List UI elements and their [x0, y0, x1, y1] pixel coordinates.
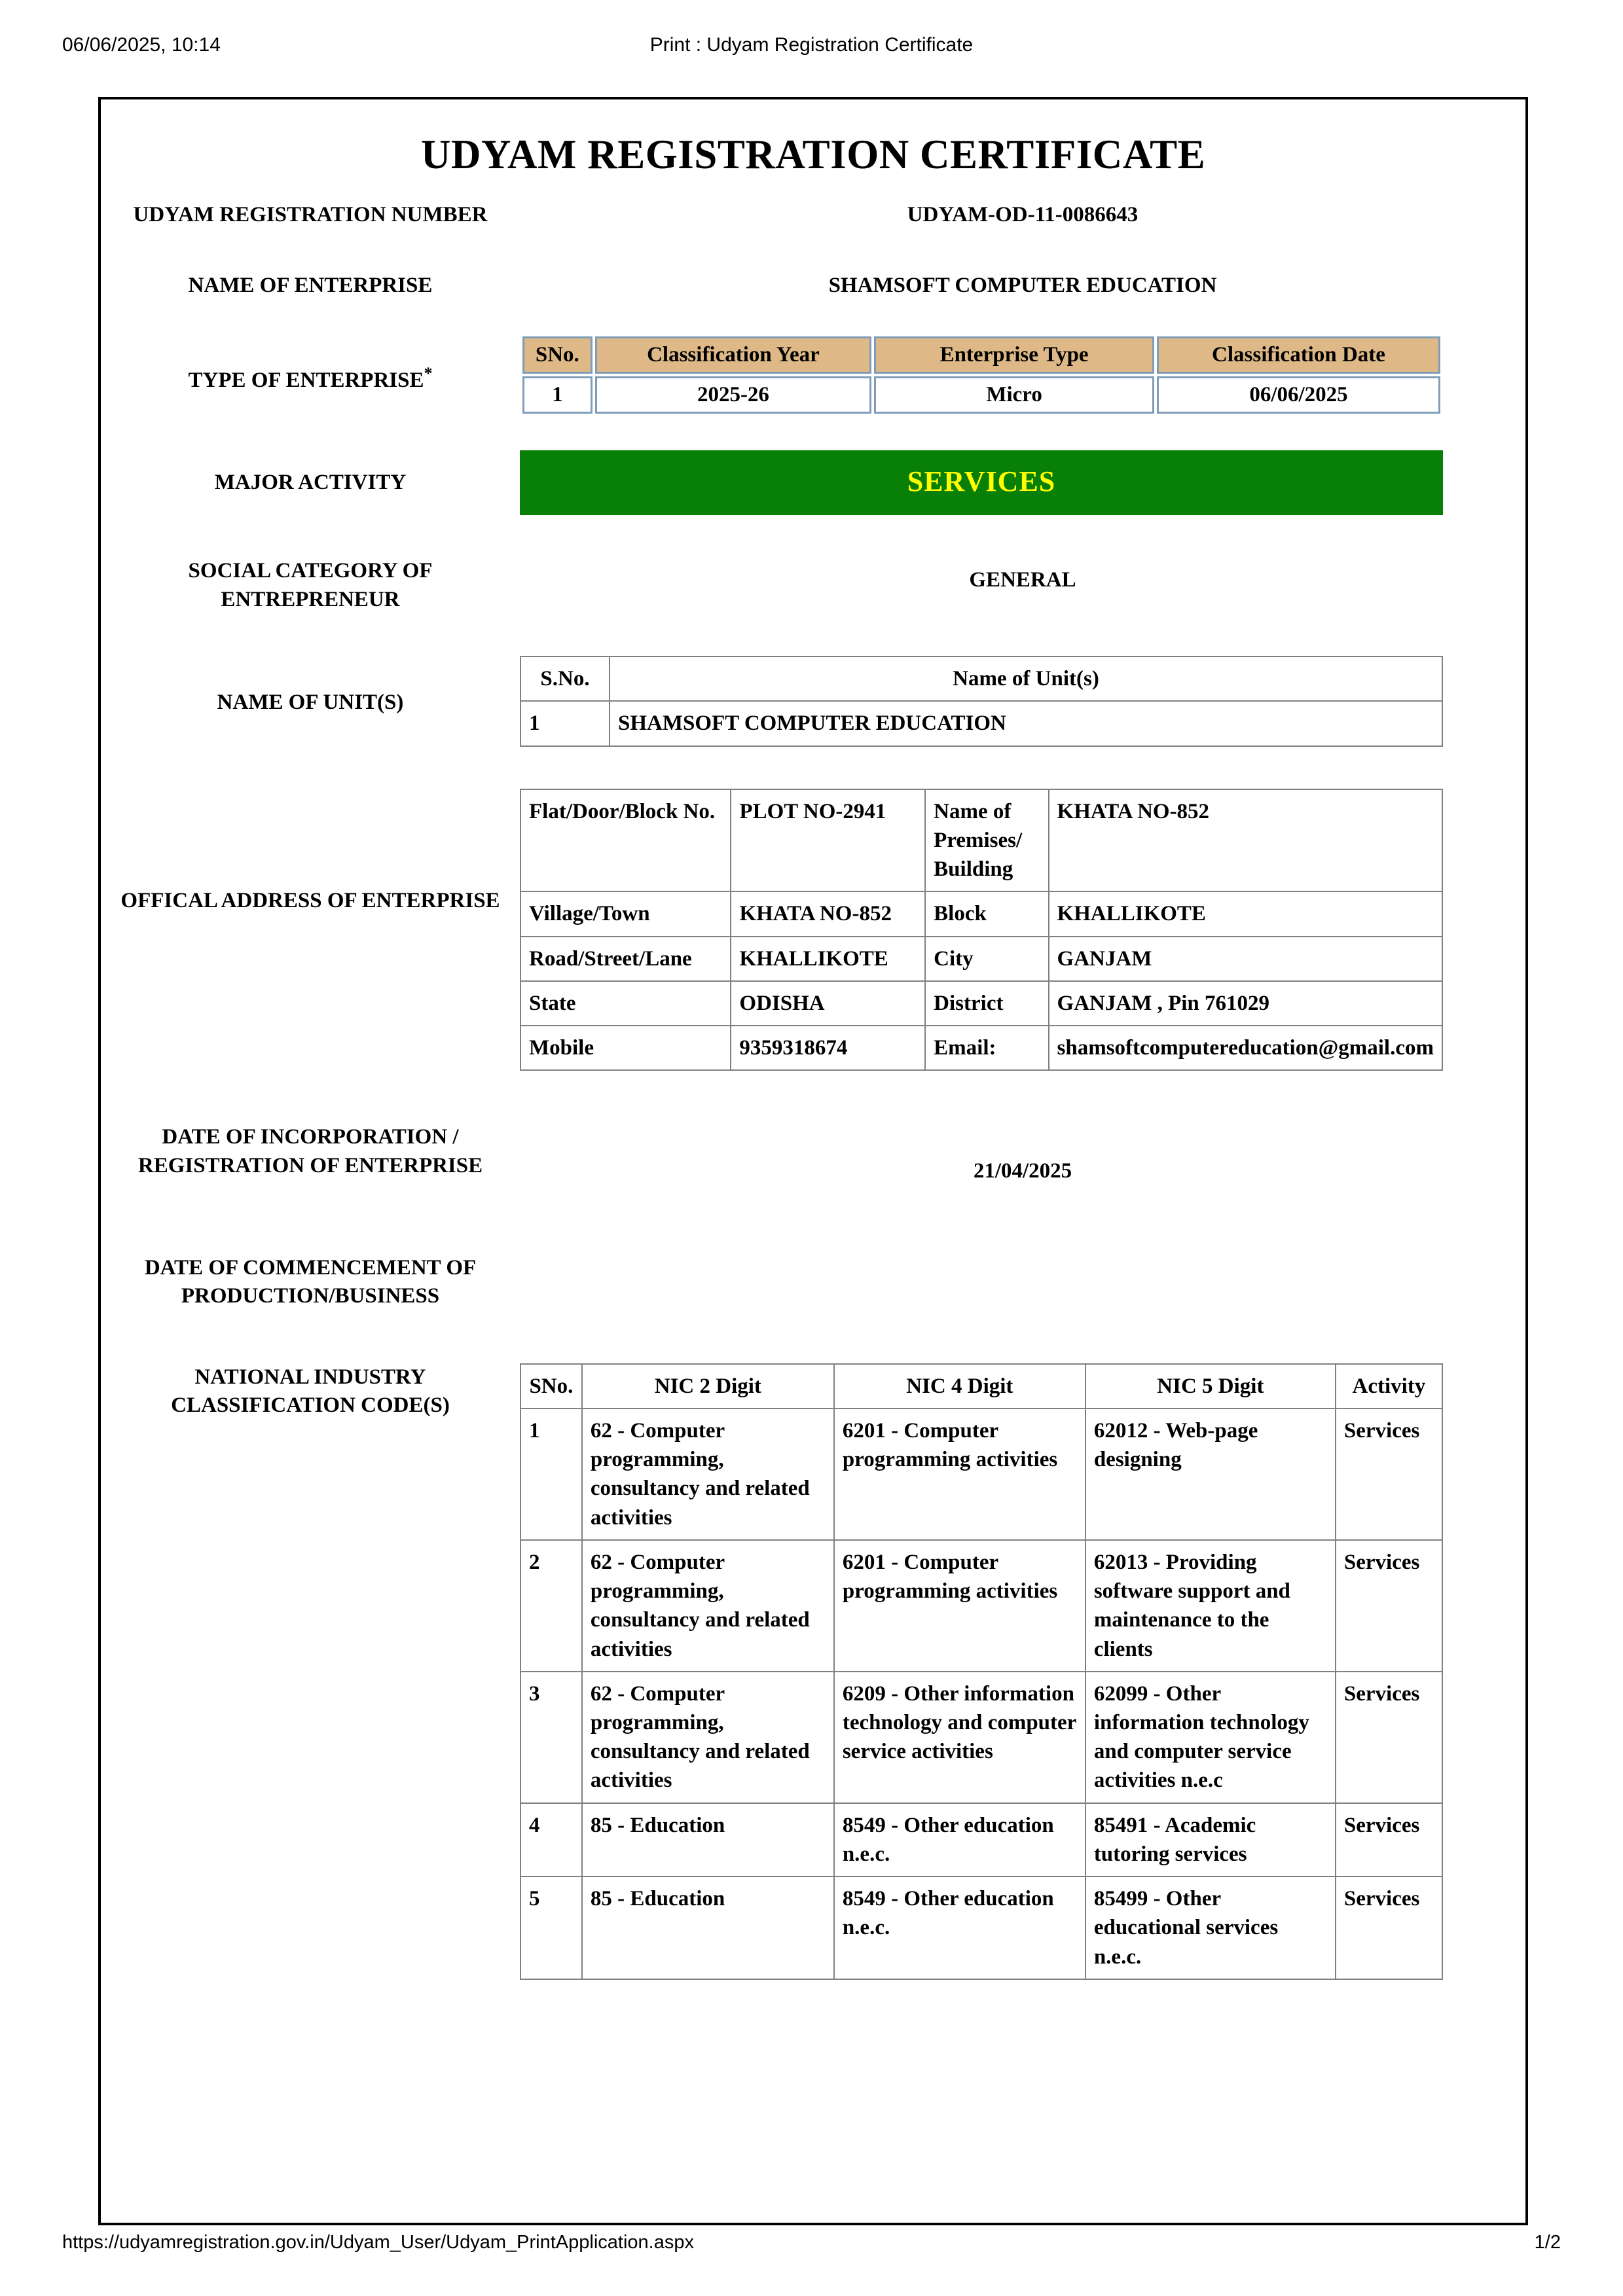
cell-address-value-mobile: 9359318674 — [731, 1026, 925, 1070]
browser-print-footer — [0, 2232, 1623, 2258]
table-row — [520, 1540, 1442, 1672]
value-name-of-enterprise: SHAMSOFT COMPUTER EDUCATION — [828, 273, 1217, 297]
cell-sno: 1 — [520, 701, 610, 745]
cell-address-key-state: State — [520, 981, 731, 1026]
table-row — [522, 376, 1440, 414]
table-row — [520, 1408, 1442, 1540]
label-date-of-incorporation: DATE OF INCORPORATION / REGISTRATION OF ENTERPRISE — [137, 1125, 483, 1177]
row-registration-number — [101, 201, 1525, 230]
cell-nic-4-digit: 8549 - Other education n.e.c. — [834, 1876, 1085, 1979]
table-row — [520, 1803, 1442, 1876]
print-footer-page-number: 1/2 — [1534, 2232, 1561, 2253]
nic-table — [520, 1363, 1443, 1980]
value-social-category: GENERAL — [969, 568, 1076, 592]
label-major-activity: MAJOR ACTIVITY — [214, 471, 407, 495]
cell-unit-name: SHAMSOFT COMPUTER EDUCATION — [610, 701, 1442, 745]
cell-address-value-flat-door-block: PLOT NO-2941 — [731, 789, 925, 892]
table-row — [520, 1672, 1442, 1803]
cell-classification-year: 2025-26 — [595, 376, 872, 414]
cell-sno: 1 — [520, 1408, 582, 1540]
cell-enterprise-type: Micro — [874, 376, 1154, 414]
col-header-classification-year: Classification Year — [595, 336, 872, 374]
col-header-nic-4-digit: NIC 4 Digit — [834, 1364, 1085, 1408]
print-footer-url: https://udyamregistration.gov.in/Udyam_User/Udyam_PrintApplication.aspx — [62, 2232, 694, 2253]
cell-nic-2-digit: 62 - Computer programming, consultancy and related activities — [582, 1540, 834, 1672]
value-registration-number: UDYAM-OD-11-0086643 — [907, 203, 1139, 226]
cell-nic-2-digit: 62 - Computer programming, consultancy and related activities — [582, 1408, 834, 1540]
label-type-of-enterprise-text: TYPE OF ENTERPRISE — [188, 368, 424, 393]
cell-nic-4-digit: 6201 - Computer programming activities — [834, 1408, 1085, 1540]
label-type-of-enterprise-asterisk: * — [424, 364, 433, 384]
cell-nic-5-digit: 85491 - Academic tutoring services — [1085, 1803, 1336, 1876]
label-name-of-enterprise: NAME OF ENTERPRISE — [188, 273, 433, 297]
cell-address-value-village-town: KHATA NO-852 — [731, 891, 925, 936]
cell-activity: Services — [1336, 1540, 1442, 1672]
cell-sno: 3 — [520, 1672, 582, 1803]
print-header-datetime: 06/06/2025, 10:14 — [62, 34, 221, 56]
nic-table-container — [520, 1363, 1525, 1980]
row-date-of-commencement — [101, 1254, 1525, 1311]
col-header-activity: Activity — [1336, 1364, 1442, 1408]
cell-activity: Services — [1336, 1803, 1442, 1876]
cell-nic-5-digit: 62099 - Other information technology and computer service activities n.e.c — [1085, 1672, 1336, 1803]
row-social-category — [101, 557, 1525, 614]
row-type-of-enterprise — [101, 334, 1525, 416]
certificate-page — [98, 97, 1528, 2225]
cell-address-value-district: GANJAM , Pin 761029 — [1049, 981, 1442, 1026]
cell-activity: Services — [1336, 1408, 1442, 1540]
cell-address-value-state: ODISHA — [731, 981, 925, 1026]
classification-table — [520, 334, 1443, 416]
cell-nic-4-digit: 6209 - Other information technology and computer service activities — [834, 1672, 1085, 1803]
print-header-title: Print : Udyam Registration Certificate — [649, 34, 974, 56]
value-date-of-incorporation: 21/04/2025 — [973, 1159, 1072, 1183]
cell-address-key-village-town: Village/Town — [520, 891, 731, 936]
address-table-container — [520, 789, 1525, 1071]
cell-address-value-city: GANJAM — [1049, 937, 1442, 981]
cell-nic-5-digit: 62012 - Web-page designing — [1085, 1408, 1336, 1540]
table-row — [520, 937, 1442, 981]
cell-activity: Services — [1336, 1876, 1442, 1979]
row-official-address — [101, 789, 1525, 1071]
cell-sno: 2 — [520, 1540, 582, 1672]
table-row — [520, 891, 1442, 936]
cell-address-value-email: shamsoftcomputereducation@gmail.com — [1049, 1026, 1442, 1070]
table-header-row — [520, 656, 1442, 701]
address-table — [520, 789, 1443, 1071]
col-header-enterprise-type: Enterprise Type — [874, 336, 1154, 374]
cell-address-key-mobile: Mobile — [520, 1026, 731, 1070]
cell-nic-5-digit: 85499 - Other educational services n.e.c. — [1085, 1876, 1336, 1979]
page-title: UDYAM REGISTRATION CERTIFICATE — [420, 132, 1206, 177]
cell-address-key-road-street-lane: Road/Street/Lane — [520, 937, 731, 981]
label-registration-number: UDYAM REGISTRATION NUMBER — [133, 203, 488, 226]
table-row — [520, 1026, 1442, 1070]
cell-nic-2-digit: 85 - Education — [582, 1876, 834, 1979]
cell-address-value-block: KHALLIKOTE — [1049, 891, 1442, 936]
label-name-of-units: NAME OF UNIT(S) — [217, 691, 404, 715]
row-major-activity — [101, 450, 1525, 515]
col-header-nic-2-digit: NIC 2 Digit — [582, 1364, 834, 1408]
cell-address-key-district: District — [925, 981, 1048, 1026]
cell-sno: 1 — [522, 376, 593, 414]
cell-sno: 4 — [520, 1803, 582, 1876]
table-row — [520, 789, 1442, 892]
row-name-of-units — [101, 656, 1525, 746]
table-header-row — [520, 1364, 1442, 1408]
table-row — [520, 981, 1442, 1026]
col-header-sno: SNo. — [520, 1364, 582, 1408]
units-table-container — [520, 656, 1525, 746]
label-type-of-enterprise — [101, 334, 520, 395]
cell-sno: 5 — [520, 1876, 582, 1979]
cell-address-key-block: Block — [925, 891, 1048, 936]
col-header-classification-date: Classification Date — [1157, 336, 1440, 374]
row-date-of-incorporation — [101, 1123, 1525, 1186]
cell-address-key-premises-building: Name of Premises/ Building — [925, 789, 1048, 892]
label-date-of-commencement: DATE OF COMMENCEMENT OF PRODUCTION/BUSINESS — [144, 1255, 477, 1308]
cell-address-value-premises-building: KHATA NO-852 — [1049, 789, 1442, 892]
cell-address-value-road-street-lane: KHALLIKOTE — [731, 937, 925, 981]
col-header-sno: S.No. — [520, 656, 610, 701]
browser-print-header — [0, 34, 1623, 60]
cell-address-key-city: City — [925, 937, 1048, 981]
cell-address-key-email: Email: — [925, 1026, 1048, 1070]
cell-nic-4-digit: 6201 - Computer programming activities — [834, 1540, 1085, 1672]
table-row — [520, 701, 1442, 745]
col-header-sno: SNo. — [522, 336, 593, 374]
cell-nic-2-digit: 85 - Education — [582, 1803, 834, 1876]
cell-activity: Services — [1336, 1672, 1442, 1803]
label-nic-codes: NATIONAL INDUSTRY CLASSIFICATION CODE(S) — [171, 1365, 450, 1418]
cell-nic-2-digit: 62 - Computer programming, consultancy and related activities — [582, 1672, 834, 1803]
label-social-category: SOCIAL CATEGORY OF ENTREPRENEUR — [188, 559, 433, 611]
row-nic-codes — [101, 1363, 1525, 1980]
major-activity-container — [520, 450, 1525, 515]
cell-nic-4-digit: 8549 - Other education n.e.c. — [834, 1803, 1085, 1876]
label-official-address: OFFICAL ADDRESS OF ENTERPRISE — [120, 888, 500, 912]
cell-classification-date: 06/06/2025 — [1157, 376, 1440, 414]
table-header-row — [522, 336, 1440, 374]
table-row — [520, 1876, 1442, 1979]
major-activity-banner: SERVICES — [520, 450, 1443, 515]
row-name-of-enterprise — [101, 272, 1525, 300]
col-header-nic-5-digit: NIC 5 Digit — [1085, 1364, 1336, 1408]
units-table — [520, 656, 1443, 746]
cell-address-key-flat-door-block: Flat/Door/Block No. — [520, 789, 731, 892]
cell-nic-5-digit: 62013 - Providing software support and maintenance to the clients — [1085, 1540, 1336, 1672]
col-header-name-of-units: Name of Unit(s) — [610, 656, 1442, 701]
classification-table-container — [520, 334, 1525, 416]
